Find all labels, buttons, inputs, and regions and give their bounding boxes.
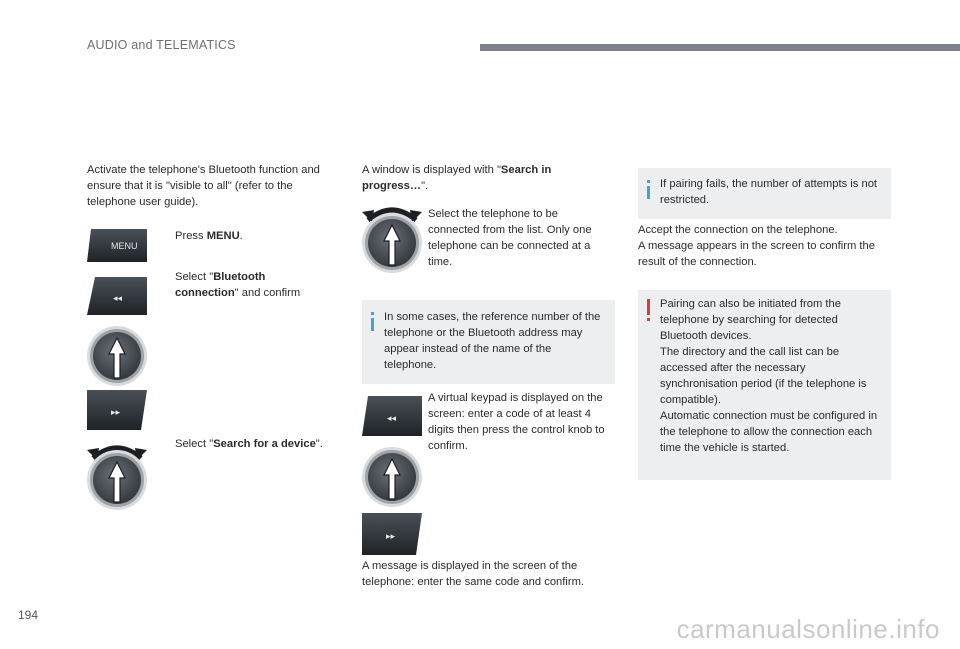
info-note-text: If pairing fails, the number of attempts is not restricted. [660,178,878,206]
info-icon [647,180,650,183]
section-title: AUDIO and TELEMATICS [87,38,236,52]
watermark: carmanualsonline.info [676,614,940,644]
confirm-code-text: A message is displayed in the screen of the telephone: enter the same code and confirm. [362,560,585,588]
control-knob-icon [362,213,422,273]
step-press-menu: Press MENU. [175,230,243,242]
warning-icon [647,299,650,315]
previous-button-icon [362,396,422,436]
previous-button-icon [87,277,147,315]
next-button-icon [362,513,422,555]
accept-connection-text: Accept the connection on the telephone. [638,224,838,236]
info-note [638,168,891,219]
warning-note [638,290,891,480]
info-icon [371,312,374,315]
control-knob-icon [87,326,147,386]
page-number: 194 [18,608,39,622]
info-note-text: In some cases, the reference number of the telephone or the Bluetooth address may appear instead of the name of the telephone. [384,311,601,371]
select-telephone-text: Select the telephone to be connected from the list. Only one telephone can be connected at a time. [428,208,592,268]
svg-text:▸▸: ▸▸ [111,408,121,418]
info-note [362,300,615,384]
warning-note-text: Pairing can also be initiated from the telephone by searching for detected Bluetooth devices. The directory and the call list can be accessed after the necessary synchronisation period (if the telephone is compatible). Automatic connection must be configured in the telephone to allow the connection each time the vehicle is started. [660,298,878,454]
control-knob-icon [362,447,422,507]
step-select-bluetooth: Select "Bluetooth connection" and confirm [175,271,301,299]
menu-button-label: MENU [111,241,138,251]
next-button-icon [87,390,147,430]
step-search-device: Select "Search for a device". [175,438,323,450]
svg-text:◂◂: ◂◂ [113,294,123,304]
svg-text:▸▸: ▸▸ [386,532,396,542]
svg-text:◂◂: ◂◂ [387,414,397,424]
connection-result-text: A message appears in the screen to confirm the result of the connection. [638,240,875,268]
control-knob-icon [87,450,147,510]
search-window-text: A window is displayed with "Search in progress…". [362,164,552,192]
header-bar [480,44,960,51]
menu-button-icon [87,229,147,262]
intro-text: Activate the telephone's Bluetooth function and ensure that it is "visible to all" (refer to the telephone user guide). [87,164,320,208]
virtual-keypad-text: A virtual keypad is displayed on the screen: enter a code of at least 4 digits then press the control knob to confirm. [428,392,605,452]
